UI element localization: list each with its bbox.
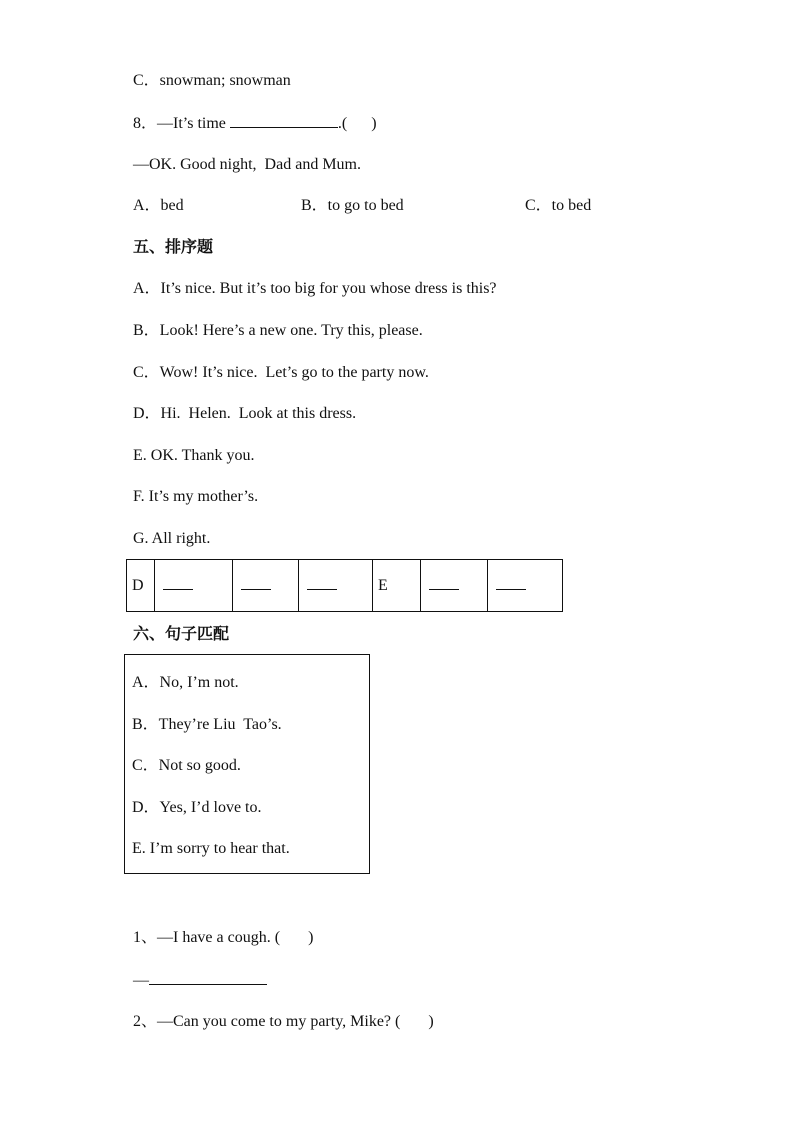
q7-option-c: C．snowman; snowman	[133, 72, 291, 89]
order-answer-table	[126, 559, 563, 612]
q8-option-c: C．to bed	[525, 197, 592, 214]
order-cell-5: E	[373, 560, 421, 612]
match-option-b: B．They’re Liu Tao’s.	[132, 716, 282, 733]
answer-dash: —	[133, 972, 149, 989]
q8-answer-blank[interactable]	[230, 113, 338, 128]
section5-line-c: C．Wow! It’s nice. Let’s go to the party now.	[133, 364, 429, 381]
match-question-1: 1、—I have a cough. ( )	[133, 929, 314, 946]
q8-stem-prefix: 8．—It’s time	[133, 115, 230, 132]
q8-stem	[133, 113, 377, 134]
order-blank	[429, 581, 459, 590]
order-cell-4[interactable]	[299, 560, 373, 612]
order-blank	[241, 581, 271, 590]
q8-option-a: A．bed	[133, 197, 184, 214]
order-blank	[496, 581, 526, 590]
order-cell-2[interactable]	[155, 560, 233, 612]
match-option-a: A．No, I’m not.	[132, 674, 239, 691]
order-cell-7[interactable]	[488, 560, 563, 612]
section5-line-f: F. It’s my mother’s.	[133, 488, 259, 505]
order-blank	[163, 581, 193, 590]
matching-options-box	[124, 654, 370, 874]
section5-line-b: B．Look! Here’s a new one. Try this, please.	[133, 322, 423, 339]
section5-line-d: D．Hi. Helen. Look at this dress.	[133, 405, 357, 422]
order-cell-6[interactable]	[421, 560, 488, 612]
order-cell-3[interactable]	[233, 560, 299, 612]
section5-line-g: G. All right.	[133, 530, 211, 547]
match-option-c: C．Not so good.	[132, 757, 241, 774]
answer-blank[interactable]	[149, 970, 267, 985]
order-blank	[307, 581, 337, 590]
q8-reply: —OK. Good night, Dad and Mum.	[133, 156, 361, 173]
order-cell-1: D	[127, 560, 155, 612]
match-answer-1	[133, 970, 267, 991]
match-option-e: E. I’m sorry to hear that.	[132, 840, 290, 857]
section6-heading: 六、句子匹配	[133, 624, 230, 643]
match-option-d: D．Yes, I’d love to.	[132, 799, 262, 816]
section5-line-e: E. OK. Thank you.	[133, 447, 255, 464]
match-question-2: 2、—Can you come to my party, Mike? ( )	[133, 1013, 434, 1030]
section5-line-a: A．It’s nice. But it’s too big for you whose dress is this?	[133, 280, 497, 297]
section5-heading: 五、排序题	[133, 237, 214, 256]
q8-stem-suffix: .( )	[337, 115, 377, 132]
q8-option-b: B．to go to bed	[301, 197, 404, 214]
